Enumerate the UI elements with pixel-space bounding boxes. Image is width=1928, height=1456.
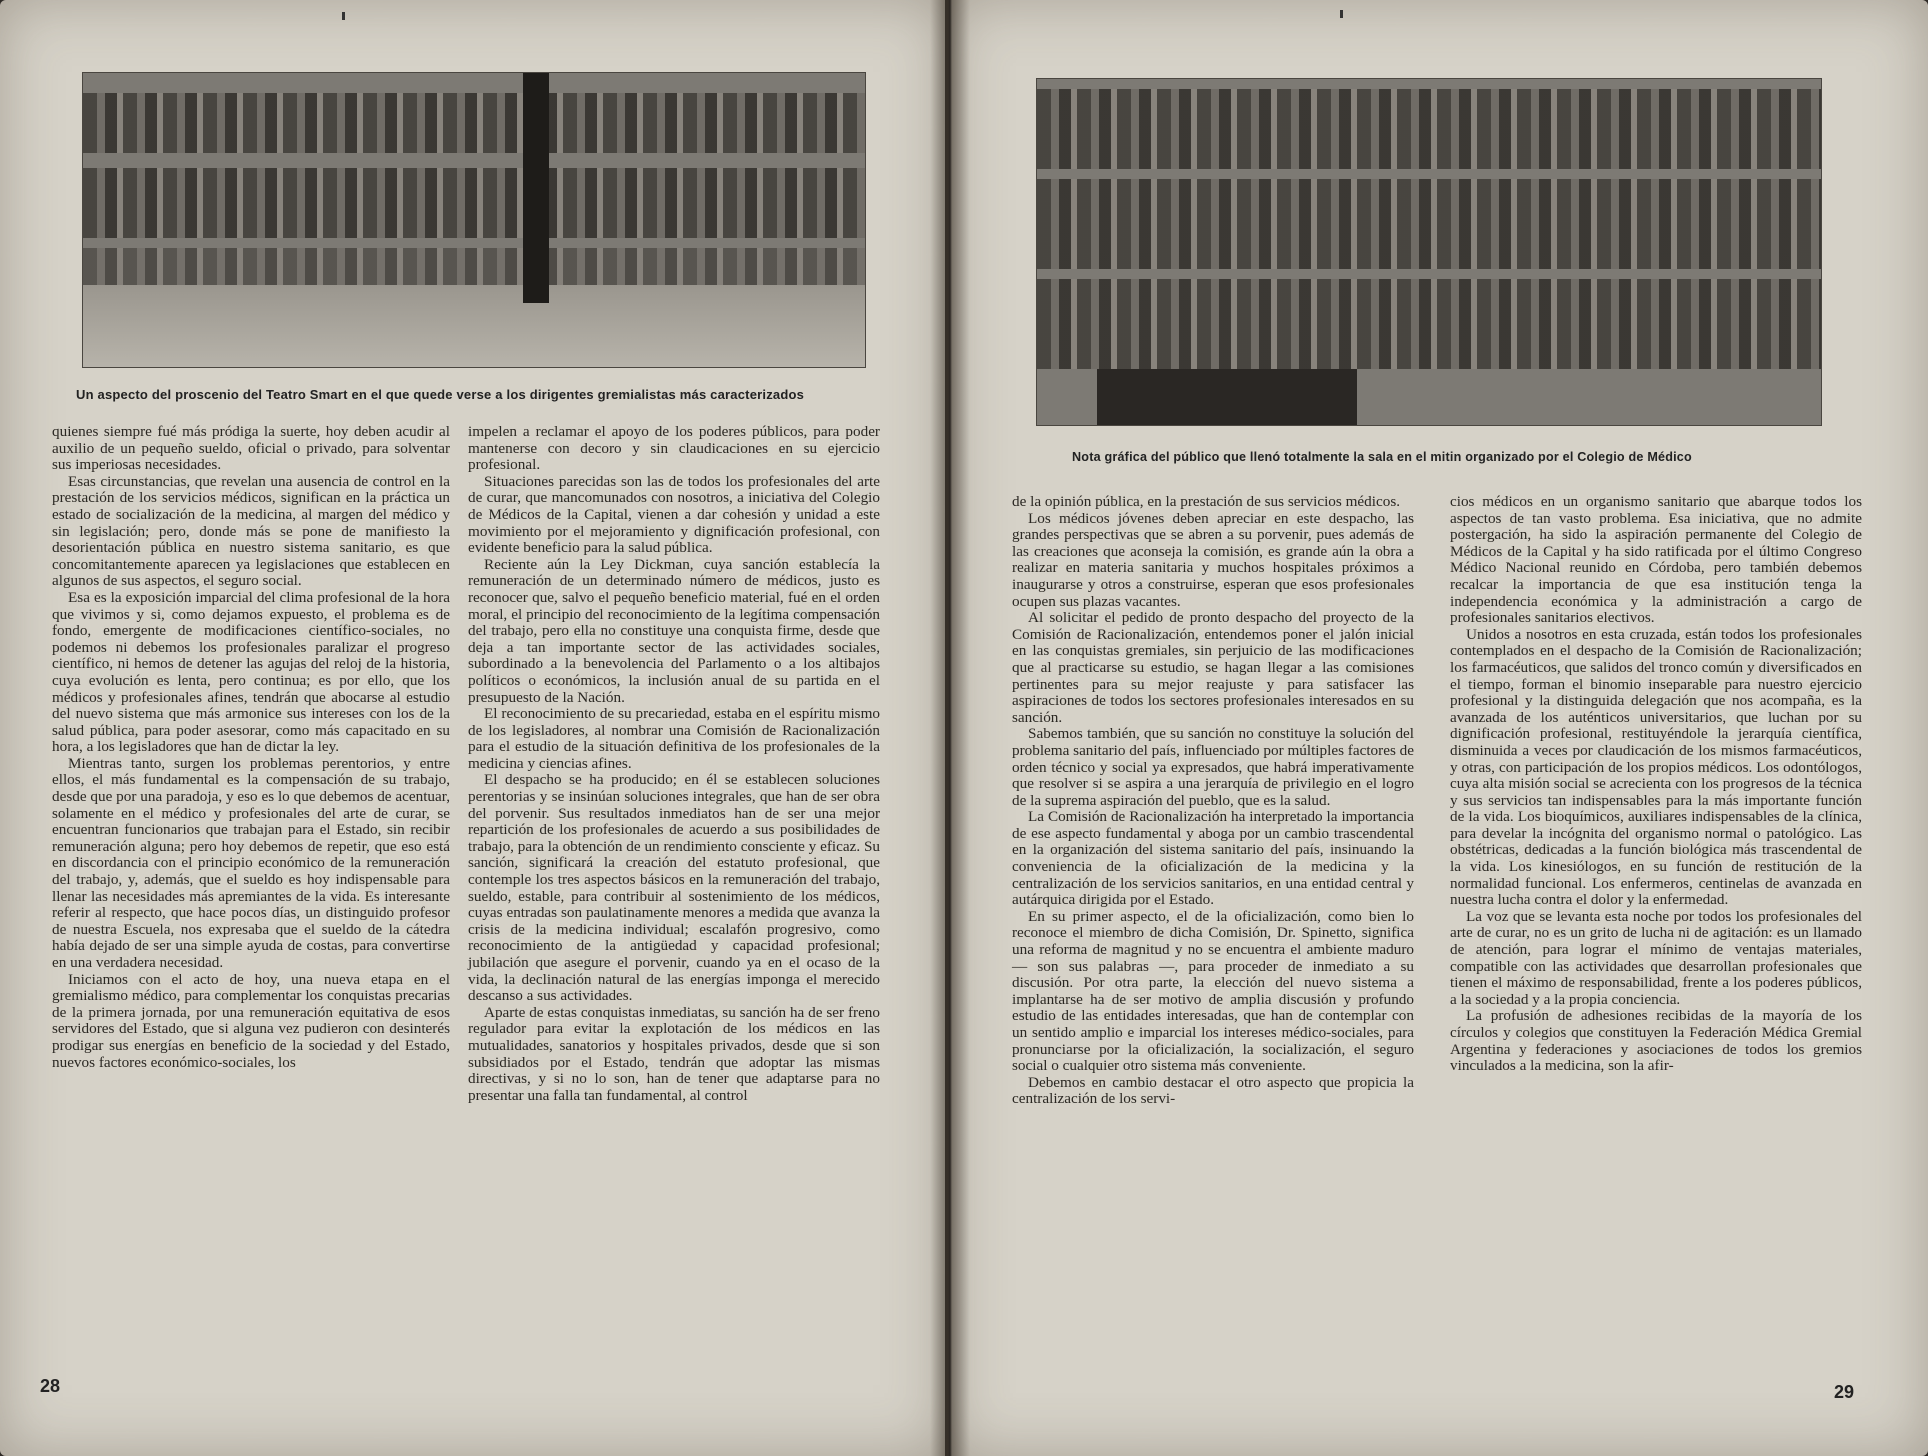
right-page <box>950 0 1928 1456</box>
paragraph: La profusión de adhesiones recibidas de la mayoría de los círculos y colegios que constituyen la Federación Médica Gremial Argentina y federaciones y asociaciones de todos los gremios vinculados a la medicina, son la afir- <box>1450 1007 1862 1075</box>
paragraph: Debemos en cambio destacar el otro aspecto que propicia la centralización de los servi- <box>1012 1073 1414 1108</box>
paragraph: El reconocimiento de su precariedad, estaba en el espíritu mismo de los legisladores, al nombrar una Comisión de Racionalización para el estudio de la situación definitiva de los profesionales de la medicina y ciencias afines. <box>468 705 880 772</box>
paragraph: quienes siempre fué más pródiga la suerte, hoy deben acudir al auxilio de un pequeño sueldo, oficial o privado, para solventar sus imperiosas necesidades. <box>52 423 450 474</box>
paragraph: cios médicos en un organismo sanitario que abarque todos los aspectos de tan vasto problema. Esa iniciativa, que no admite postergación, ha sido la aspiración permanente del Colegio de Médicos de la Capital y ha sido ratificada por el último Congreso Médico Nacional reunido en Córdoba, pero también debemos recalcar la importancia de que esa institución tenga la independencia económica y la administración a cargo de profesionales sanitarios electivos. <box>1450 493 1862 627</box>
paragraph: de la opinión pública, en la prestación de sus servicios médicos. <box>1012 493 1401 510</box>
left-photo-caption: Un aspecto del proscenio del Teatro Smart en el que quede verse a los dirigentes gremialistas más caracterizados <box>76 387 805 402</box>
binding-mark <box>342 12 345 20</box>
right-column-1 <box>1012 494 1414 1364</box>
stage-footlights <box>1097 369 1357 425</box>
binding-mark <box>1340 10 1343 18</box>
paragraph: Sabemos también, que su sanción no constituye la solución del problema sanitario del país, influenciado por múltiples factores de orden técnico y social ya expresados, que habrá imperativamente que resolver si se aspira a una jerarquía de privilegio en el logro de la suprema aspiración del pueblo, que es la salud. <box>1012 725 1414 809</box>
paragraph: Al solicitar el pedido de pronto despacho del proyecto de la Comisión de Racionalización, entendemos poner el jalón inicial en las conquistas gremiales, sin perjuicio de las modificaciones que al practicarse su estudio, se hagan llegar a las comisiones pertinentes para su mejor reajuste y para satisfacer las aspiraciones de todos los sectores profesionales interesados en su sanción. <box>1012 609 1414 726</box>
paragraph: Esa es la exposición imparcial del clima profesional de la hora que vivimos y si, como dejamos expuesto, el problema es de fondo, emergente de modificaciones científico-sociales, no podemos ni debemos los profesionales paralizar el progreso científico, ni hemos de detener las agujas del reloj de la historia, cuya evolución es lenta, pero continua; es por ello, que los médicos y profesionales afines, tendrán que abocarse al estudio del nuevo sistema que más armonice sus intereses con los de la salud pública, para poder asesorar, como más capacitado en su hora, a los legisladores que han de dictar la ley. <box>52 588 450 756</box>
right-photo-caption: Nota gráfica del público que llenó totalmente la sala en el mitin organizado por el Colegio de Médico <box>1072 450 1692 464</box>
audience-photo <box>1036 78 1822 426</box>
paragraph: Mientras tanto, surgen los problemas perentorios, y entre ellos, el más fundamental es la compensación de su trabajo, desde que por una paradoja, y eso es lo que debemos de acentuar, solamente en el médico y profesionales del arte de curar, se encuentran funcionarios que trabajan para el Estado, sin recibir remuneración alguna; pero hoy debemos de repetir, que eso está en discordancia con el principio económico de la remuneración del trabajo, y, además, que el sueldo es hoy indispensable para llenar las necesidades más apremiantes de la vida. Es interesante referir al respecto, que hace pocos días, un distinguido profesor de nuestra Escuela, nos expresaba que el sueldo de la cátedra había dejado de ser una simple ayuda de costas, para convertirse en una verdadera necesidad. <box>52 754 450 971</box>
paragraph: En su primer aspecto, el de la oficialización, como bien lo reconoce el miembro de dicha Comisión, Dr. Spinetto, significa una reforma de magnitud y no se encuentra el ambiente maduro — son sus palabras —, para proceder de inmediato a su discusión. Por otra parte, la elección del nuevo sistema a implantarse ha de ser motivo de amplia discusión y profundo estudio de las entidades interesadas, que han de contemplar con un sentido amplio e imparcial los intereses médico-sociales, para pronunciarse por la oficialización, la socialización, el seguro social o cualquier otro sistema más conveniente. <box>1012 907 1414 1075</box>
paragraph: impelen a reclamar el apoyo de los poderes públicos, para poder mantenerse con decoro y sin claudicaciones en su ejercicio profesional. <box>468 423 880 474</box>
paragraph: El despacho se ha producido; en él se establecen soluciones perentorias y se insinúan soluciones integrales, que han de ser obra del porvenir. Sus resultados inmediatos han de ser una mejor repartición de los profesionales de acuerdo a sus posibilidades de trabajo, para la obtención de un rendimiento consciente y eficaz. Su sanción, significará la creación del estatuto profesional, que contemple los tres aspectos básicos en la remuneración del trabajo, sueldo, estable, para contribuir al sostenimiento de los médicos, cuyas entradas son paulatinamente menores a medida que avanza la crisis de la medicina individual; escalafón progresivo, como reconocimiento de la antigüedad y capacidad profesional; jubilación que asegure el porvenir, cuando ya en el ocaso de la vida, la declinación natural de las energías imponga el merecido descanso a sus actividades. <box>468 771 880 1005</box>
paragraph: Unidos a nosotros en esta cruzada, están todos los profesionales contemplados en el despacho de la Comisión de Racionalización; los farmacéuticos, que salidos del tronco común y diversificados en el tiempo, forman el binomio inseparable para nuestro ejercicio profesional y la distinguida delegación que nos acompaña, es la avanzada de los auténticos universitarios, que luchan por su dignificación profesional, restituyéndole la jerarquía científica, disminuida a veces por claudicación de los mismos farmacéuticos, y otras, con participación de los propios médicos. Los odontólogos, cuya alta misión social se acrecienta con los progresos de la técnica y sus servicios tan indispensables para la más importante función de la vida. Los bioquímicos, auxiliares indispensables de la clínica, para develar la incógnita del organismo normal o patológico. Las obstétricas, dedicadas a la función biológica más trascendental de la vida. Los kinesiólogos, en su función de restitución de la normalidad funcional. Los enfermeros, centinelas de avanzada en nuestra lucha contra el dolor y la enfermedad. <box>1450 625 1862 909</box>
paragraph: Aparte de estas conquistas inmediatas, su sanción ha de ser freno regulador para evitar la explotación de los médicos en las mutualidades, sanatorios y hospitales privados, desde que si son subsidiados por el Estado, tendrán que adoptar las mismas directivas, y si no lo son, han de tener que adaptarse para no presentar una falla tan fundamental, al control <box>468 1003 880 1104</box>
speaker-figure <box>523 73 549 303</box>
page-number-left: 28 <box>40 1376 61 1396</box>
paragraph: Iniciamos con el acto de hoy, una nueva etapa en el gremialismo médico, para complementar los conquistas precarias de la primera jornada, por una remuneración equitativa de esos servidores del Estado, que si alguna vez pudieron con desinterés prodigar sus energías en beneficio de la sociedad y del Estado, nuevos factores económico-sociales, los <box>52 970 450 1071</box>
paragraph: La Comisión de Racionalización ha interpretado la importancia de ese aspecto fundamental y aboga por un cambio trascendental en la organización del sistema sanitario del país, insinuando la conveniencia de la oficialización de la medicina y la centralización de los servicios sanitarios, en una entidad central y autárquica dirigida por el Estado. <box>1012 808 1414 909</box>
paragraph: Los médicos jóvenes deben apreciar en este despacho, las grandes perspectivas que se abren a su porvenir, pues además de las creaciones que aconseja la comisión, es grande aún la obra a realizar en materia sanitaria y muchos hospitales próximos a inaugurarse y otros a construirse, esperan que esos profesionales ocupen sus plazas vacantes. <box>1012 509 1414 610</box>
right-column-2 <box>1450 494 1862 1364</box>
proscenium-photo <box>82 72 866 368</box>
paragraph: Reciente aún la Ley Dickman, cuya sanción establecía la remuneración de un determinado número de médicos, justo es reconocer que, salvo el pequeño beneficio material, fué en el orden moral, el principio del reconocimiento de la legítima compensación del trabajo, pero ella no constituye una conquista firme, desde que deja a tan importante sector de las actividades sociales, subordinado a la benevolencia del Parlamento o a los altibajos políticos o económicos, la inclusión anual de su partida en el presupuesto de la Nación. <box>468 555 880 706</box>
left-page <box>0 0 945 1456</box>
paragraph: La voz que se levanta esta noche por todos los profesionales del arte de curar, no es un grito de lucha ni de agitación: es un llamado de atención, para lograr el mínimo de ventajas materiales, compatible con las actividades que desarrollan profesionales que tienen el máximo de responsabilidad, frente a los poderes públicos, a la sociedad y a la propia conciencia. <box>1450 907 1862 1008</box>
left-column-1 <box>52 424 450 1359</box>
book-gutter <box>930 0 970 1456</box>
page-number-right: 29 <box>1834 1382 1855 1402</box>
left-column-2 <box>468 424 880 1359</box>
paragraph: Situaciones parecidas son las de todos los profesionales del arte de curar, que mancomunados con nosotros, a iniciativa del Colegio de Médicos de la Capital, vienen a dar cohesión y unidad a este movimiento por el mejoramiento y dignificación profesional, con evidente beneficio para la salud pública. <box>468 472 880 557</box>
paragraph: Esas circunstancias, que revelan una ausencia de control en la prestación de los servicios médicos, significan en la práctica un estado de socialización de la medicina, al margen del médico y sin legislación; pero, donde más se pone de manifiesto la desorientación pública en nuestro sistema sanitario, es que concomitantemente aparecen ya legislaciones que establecen en algunos de sus aspectos, el seguro social. <box>52 472 450 590</box>
